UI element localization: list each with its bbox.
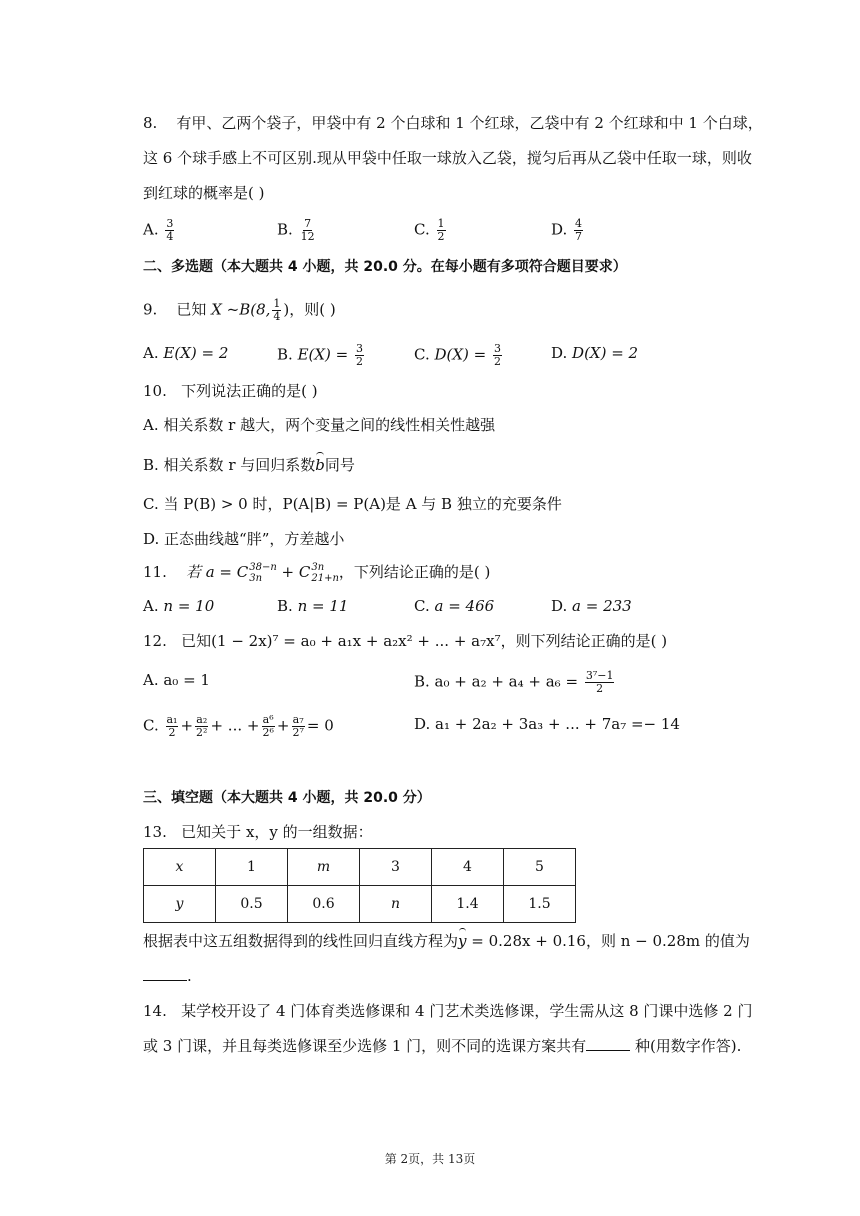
q12-option-d[interactable]: D. a₁ + 2a₂ + 3a₃ + ... + 7a₇ =− 14 [414,715,680,733]
q8-option-d[interactable]: D. $\frac{4}{7}$ [551,217,583,243]
q11-option-c[interactable]: C. a = 466 [414,597,495,615]
table-cell: n [360,886,432,923]
answer-blank[interactable] [143,966,187,981]
q13-data-table [143,848,576,923]
table-cell: 0.5 [216,886,288,923]
q14-text-2: 或 3 门课，并且每类选修课至少选修 1 门，则不同的选课方案共有 种(用数字作答). [143,1037,742,1055]
q11-option-b[interactable]: B. n = 11 [277,597,349,615]
q10-option-b[interactable]: B. 相关系数 r 与回归系数b同号 [143,456,355,474]
table-row [144,849,576,886]
q8-number: 8. [143,114,158,132]
q10-option-d[interactable]: D. 正态曲线越“胖”，方差越小 [143,530,345,548]
q13-stem: 13. 已知关于 x，y 的一组数据： [143,823,373,841]
q12-option-a[interactable]: A. a₀ = 1 [143,671,210,689]
table-row [144,886,576,923]
q8-text-3: 到红球的概率是( ) [143,184,265,202]
table-cell: 4 [432,849,504,886]
q9-option-a[interactable]: A. E(X) = 2 [143,344,229,362]
table-cell: x [144,849,216,886]
q8-option-c[interactable]: C. $\frac{1}{2}$ [414,217,445,243]
y-hat-symbol: y [458,932,467,950]
answer-blank[interactable] [586,1036,630,1051]
section-2-heading: 二、多选题（本大题共 4 小题，共 20.0 分。在每小题有多项符合题目要求） [143,259,627,275]
q10-stem: 10. 下列说法正确的是( ) [143,382,318,400]
table-cell: 1.4 [432,886,504,923]
q8-line1 [143,113,763,133]
table-cell: m [288,849,360,886]
q10-option-c[interactable]: C. 当 P(B) > 0 时，P(A|B) = P(A)是 A 与 B 独立的充要条件 [143,495,562,513]
q12-stem: 12. 已知(1 − 2x)⁷ = a₀ + a₁x + a₂x² + ... + a₇x⁷，则下列结论正确的是( ) [143,632,668,650]
q11-option-a[interactable]: A. n = 10 [143,597,215,615]
q8-option-a[interactable]: A. $\frac{3}{4}$ [143,217,174,243]
b-hat-symbol: b [315,456,325,474]
q8-option-b[interactable]: B. $\frac{7}{12}$ [277,217,315,243]
section-3-heading: 三、填空题（本大题共 4 小题，共 20.0 分） [143,790,431,806]
q9-option-b[interactable]: B. E(X) = $\frac{3}{2}$ [277,342,364,368]
table-cell: y [144,886,216,923]
q13-text-2: . [143,966,192,986]
table-cell: 0.6 [288,886,360,923]
page-footer: 第 2页，共 13页 [384,1152,476,1166]
q12-option-b[interactable]: B. a₀ + a₂ + a₄ + a₆ = $\frac{\text{3⁷−1}}{2}$ [414,669,614,695]
q11-option-d[interactable]: D. a = 233 [551,597,632,615]
q9-stem: 9. 已知 X ~B(8, $\frac{1}{4}$ )，则( ) [143,297,336,323]
q11-stem: 11. 若 a = C 38−n 3n + C 3n 21+n ，下列结论正确的是( ) [143,562,491,584]
q8-text-2: 这 6 个球手感上不可区别.现从甲袋中任取一球放入乙袋，搅匀后再从乙袋中任取一球，则收 [143,149,752,167]
q9-option-c[interactable]: C. D(X) = $\frac{3}{2}$ [414,342,502,368]
q9-option-d[interactable]: D. D(X) = 2 [551,344,639,362]
table-cell: 3 [360,849,432,886]
q13-text-1: 根据表中这五组数据得到的线性回归直线方程为y = 0.28x + 0.16，则 n − 0.28m 的值为 [143,932,750,950]
q8-text-1: 有甲、乙两个袋子，甲袋中有 2 个白球和 1 个红球，乙袋中有 2 个红球和中 1 个白球， [176,114,763,132]
table-cell: 1 [216,849,288,886]
table-cell: 1.5 [504,886,576,923]
table-cell: 5 [504,849,576,886]
q10-option-a[interactable]: A. 相关系数 r 越大，两个变量之间的线性相关性越强 [143,416,496,434]
q14-text-1: 14. 某学校开设了 4 门体育类选修课和 4 门艺术类选修课，学生需从这 8 门课中选修 2 门 [143,1002,753,1020]
q12-option-c[interactable]: C. $\frac{\text{a₁}}{2}$ + $\frac{\text{a₂}}{\text{2²}}$ + ... + $\frac{\text{a⁶}}{\text{2⁶}}$ + $\frac{\text{a₇}}{\text{2⁷}}$ = 0 [143,713,334,739]
